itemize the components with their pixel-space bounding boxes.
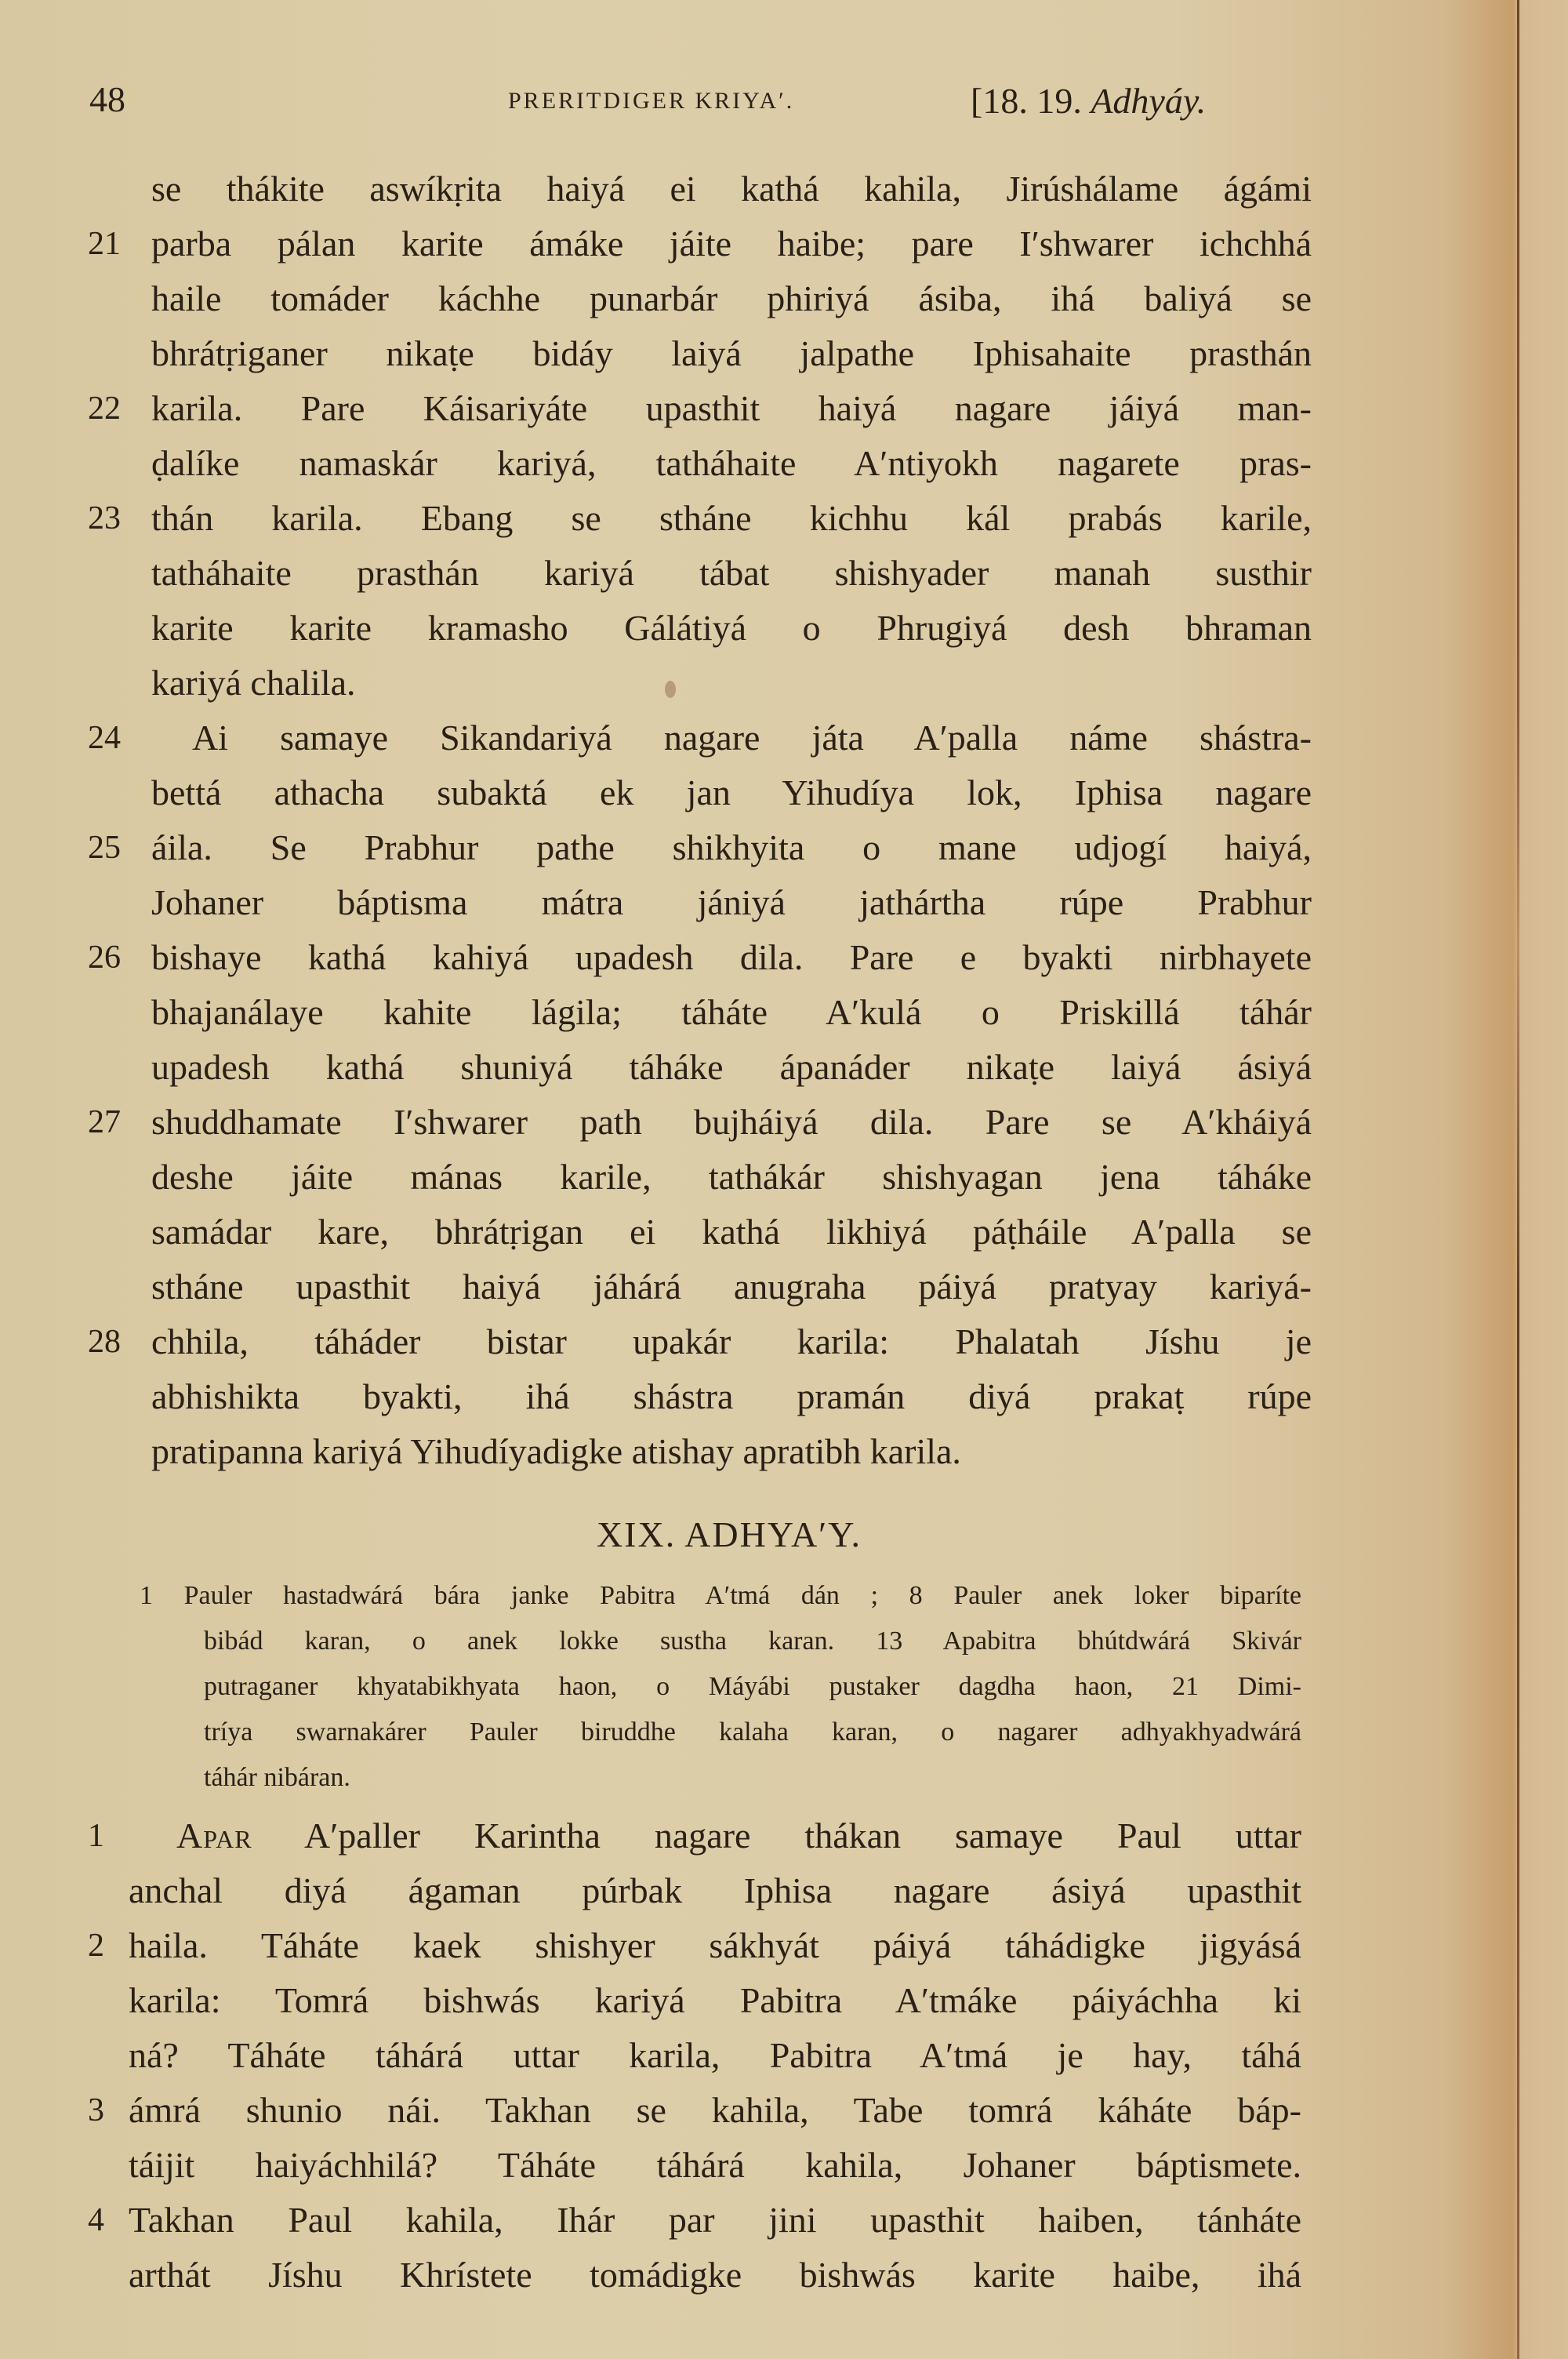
drop-word: Apar <box>176 1816 252 1856</box>
line-text: arthát Jíshu Khrístete tomádigke bishwás karite haibe, ihá <box>129 2255 1301 2295</box>
text-line <box>0 2028 1411 2083</box>
text-line <box>0 1918 1411 1973</box>
text-line <box>0 1095 1411 1150</box>
summary-line <box>0 1714 1411 1750</box>
text-line <box>0 1150 1411 1205</box>
verse-number: 24 <box>88 720 121 756</box>
summary-text: putraganer khyatabikhyata haon, o Máyábi pustaker dagdha haon, 21 Dimi- <box>204 1672 1301 1701</box>
verse-number: 26 <box>88 940 121 976</box>
line-text: bishaye kathá kahiyá upadesh dila. Pare e byakti nirbhayete <box>151 937 1312 977</box>
text-line <box>0 930 1411 985</box>
chapter-ref-label: Adhyáy. <box>1091 81 1207 121</box>
verse-number: 3 <box>88 2092 104 2128</box>
line-text: chhila, táháder bistar upakár karila: Phalatah Jíshu je <box>151 1321 1312 1361</box>
text-line <box>0 656 1411 711</box>
text-line <box>0 1863 1411 1918</box>
text-line <box>0 2193 1411 2248</box>
line-text: se thákite aswíkṛita haiyá ei kathá kahila, Jirúshálame ágámi <box>151 169 1312 209</box>
summary-line <box>0 1760 1411 1796</box>
line-text: kariyá chalila. <box>151 663 356 703</box>
line-text: áila. Se Prabhur pathe shikhyita o mane udjogí haiyá, <box>151 827 1312 867</box>
text-line <box>0 546 1411 601</box>
verse-number: 23 <box>88 500 121 536</box>
line-text: samádar kare, bhrátṛigan ei kathá likhiyá páṭháile A′palla se <box>151 1212 1312 1252</box>
summary-line <box>0 1623 1411 1659</box>
line-text: haila. Táháte kaek shishyer sákhyát páiyá táhádigke jigyásá <box>129 1925 1301 1965</box>
text-line <box>0 1259 1411 1314</box>
line-text <box>176 1808 1301 1863</box>
verse-number: 25 <box>88 830 121 866</box>
text-line <box>0 2138 1411 2193</box>
text-line <box>0 1424 1411 1479</box>
text-line <box>0 1040 1411 1095</box>
summary-text: táhár nibáran. <box>204 1763 350 1792</box>
line-text: thán karila. Ebang se stháne kichhu kál prabás karile, <box>151 498 1312 538</box>
verse-number: 1 <box>88 1818 104 1854</box>
text-line <box>0 875 1411 930</box>
line-text: pratipanna kariyá Yihudíyadigke atishay apratibh karila. <box>151 1431 961 1471</box>
line-text: anchal diyá ágaman púrbak Iphisa nagare ásiyá upasthit <box>129 1870 1301 1910</box>
summary-text: 1 Pauler hastadwárá bára janke Pabitra A′tmá dán ; 8 Pauler anek loker biparíte <box>140 1581 1301 1610</box>
line-text: bhrátṛiganer nikaṭe bidáy laiyá jalpathe Iphisahaite prasthán <box>151 333 1312 373</box>
text-line <box>0 381 1411 436</box>
text-line <box>0 820 1411 875</box>
line-text: Takhan Paul kahila, Ihár par jini upasthit haiben, tánháte <box>129 2200 1301 2240</box>
line-text: abhishikta byakti, ihá shástra pramán diyá prakaṭ rúpe <box>151 1376 1312 1416</box>
chapter-heading: XIX. ADHYA′Y. <box>596 1514 862 1554</box>
running-header <box>0 72 1411 119</box>
summary-line <box>0 1578 1411 1614</box>
text-line <box>0 1973 1411 2028</box>
line-text: tatháhaite prasthán kariyá tábat shishyader manah susthir <box>151 553 1312 593</box>
line-text: Johaner báptisma mátra jániyá jathártha rúpe Prabhur <box>151 882 1312 922</box>
verse-number: 28 <box>88 1324 121 1360</box>
line-text-rest: A′paller Karintha nagare thákan samaye Paul uttar <box>304 1816 1301 1856</box>
text-line <box>0 601 1411 656</box>
line-text: Ai samaye Sikandariyá nagare játa A′palla náme shástra- <box>192 718 1312 758</box>
verse-number: 21 <box>88 226 121 262</box>
verse-number: 22 <box>88 391 121 427</box>
line-text: haile tomáder káchhe punarbár phiriyá ásiba, ihá baliyá se <box>151 278 1312 318</box>
verse-number: 2 <box>88 1928 104 1964</box>
verse-number: 27 <box>88 1104 121 1140</box>
page-number: 48 <box>89 79 125 119</box>
text-line <box>0 1314 1411 1369</box>
text-line <box>0 1205 1411 1259</box>
text-line <box>0 1369 1411 1424</box>
line-text: ḍalíke namaskár kariyá, tatháhaite A′ntiyokh nagarete pras- <box>151 443 1312 483</box>
text-line <box>0 765 1411 820</box>
line-text: táijit haiyáchhilá? Táháte táhárá kahila, Johaner báptismete. <box>129 2145 1301 2185</box>
verse-number: 4 <box>88 2202 104 2238</box>
line-text: stháne upasthit haiyá jáhárá anugraha páiyá pratyay kariyá- <box>151 1267 1312 1307</box>
summary-text: bibád karan, o anek lokke sustha karan. 13 Apabitra bhútdwárá Skivár <box>204 1627 1301 1656</box>
text-line <box>0 162 1411 216</box>
line-text: ná? Táháte táhárá uttar karila, Pabitra A′tmá je hay, táhá <box>129 2035 1301 2075</box>
text-line <box>0 216 1411 271</box>
text-line <box>0 436 1411 491</box>
text-line <box>0 711 1411 765</box>
line-text: karila. Pare Káisariyáte upasthit haiyá nagare jáiyá man- <box>151 388 1312 428</box>
page-edge-gutter <box>1517 0 1519 2359</box>
running-title: PRERITDIGER KRIYA′. <box>508 88 795 114</box>
text-line <box>0 271 1411 326</box>
chapter-reference <box>971 80 1206 122</box>
text-line <box>0 985 1411 1040</box>
text-line <box>0 326 1411 381</box>
line-text: karila: Tomrá bishwás kariyá Pabitra A′tmáke páiyáchha ki <box>129 1980 1301 2020</box>
line-text: karite karite kramasho Gálátiyá o Phrugiyá desh bhraman <box>151 608 1312 648</box>
chapter-ref-numbers: [18. 19. <box>971 81 1082 121</box>
line-text: parba pálan karite ámáke jáite haibe; pare I′shwarer ichchhá <box>151 224 1312 264</box>
summary-text: tríya swarnakárer Pauler biruddhe kalaha karan, o nagarer adhyakhyadwárá <box>204 1717 1301 1747</box>
text-line <box>0 2083 1411 2138</box>
text-line <box>0 2248 1411 2303</box>
line-text: ámrá shunio nái. Takhan se kahila, Tabe tomrá káháte báp- <box>129 2090 1301 2130</box>
line-text: deshe jáite mánas karile, tathákár shishyagan jena táháke <box>151 1157 1312 1197</box>
text-line <box>0 1808 1411 1863</box>
line-text: bettá athacha subaktá ek jan Yihudíya lok, Iphisa nagare <box>151 772 1312 812</box>
line-text: upadesh kathá shuniyá táháke ápanáder nikaṭe laiyá ásiyá <box>151 1047 1312 1087</box>
line-text: shuddhamate I′shwarer path bujháiyá dila. Pare se A′kháiyá <box>151 1102 1312 1142</box>
summary-line <box>0 1669 1411 1705</box>
text-line <box>0 491 1411 546</box>
line-text: bhajanálaye kahite lágila; táháte A′kulá o Priskillá táhár <box>151 992 1312 1032</box>
